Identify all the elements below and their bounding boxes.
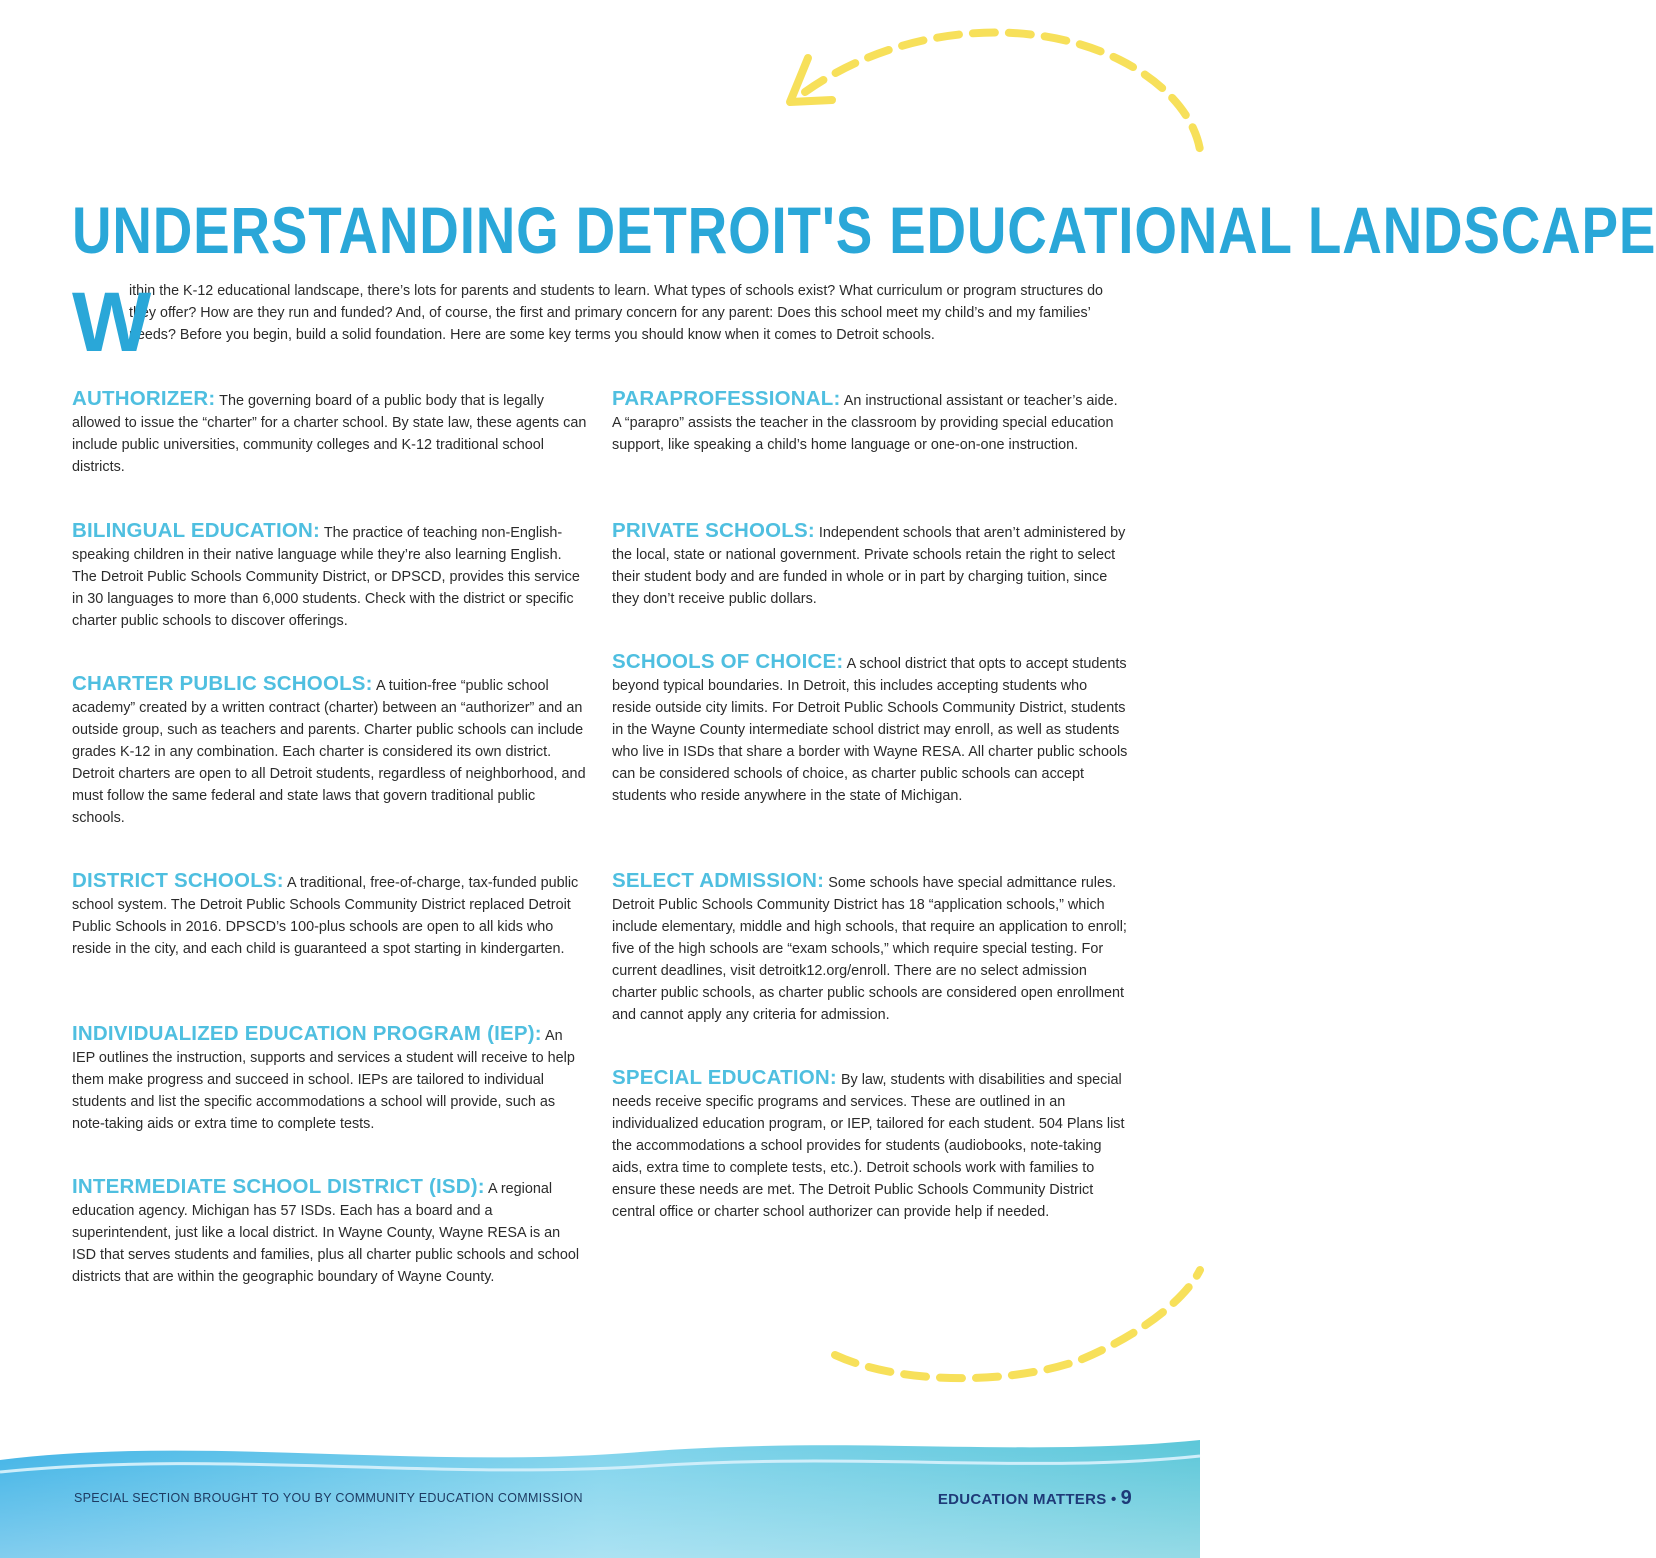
term-select-admission bbox=[612, 870, 1128, 1026]
term-definition: By law, students with disabilities and special needs receive specific programs and services. These are outlined in an individualized education program, or IEP, tailored for each student. 504 Plans list the accommodations a school provides for students (audiobooks, note-taking aids, extra time to complete tests, etc.). Detroit schools work with families to ensure these needs are met. The Detroit Public Schools Community District central office or charter school authorizer can provide help if needed. bbox=[612, 1072, 1125, 1220]
term-name: SCHOOLS OF CHOICE: bbox=[612, 650, 844, 673]
term-private-schools bbox=[612, 520, 1128, 610]
term-definition: A tuition-free “public school academy” created by a written contract (charter) between an “authorizer” and an outside group, such as teachers and parents. Charter public schools can include grades K-12 in any combination. Each charter is considered its own district. Detroit charters are open to all Detroit students, regardless of neighborhood, and must follow the same federal and state laws that govern traditional public schools. bbox=[72, 678, 586, 826]
term-definition: Some schools have special admittance rules. Detroit Public Schools Community District has 18 “application schools,” which include elementary, middle and high schools, that require an application to enroll; five of the high schools are “exam schools,” which require special testing. For current deadlines, visit detroitk12.org/enroll. There are no select admission charter public schools, as charter public schools are considered open enrollment and cannot apply any criteria for admission. bbox=[612, 875, 1127, 1023]
term-bilingual-education bbox=[72, 520, 588, 632]
term-name: INTERMEDIATE SCHOOL DISTRICT (ISD): bbox=[72, 1175, 485, 1198]
term-definition: An IEP outlines the instruction, supports and services a student will receive to help them make progress and succeed in school. IEPs are tailored to individual students and list the specific accommodations a school will provide, such as note-taking aids or extra time to complete tests. bbox=[72, 1028, 575, 1132]
term-definition: A school district that opts to accept students beyond typical boundaries. In Detroit, this includes accepting students who reside outside city limits. For Detroit Public Schools Community District, students in the Wayne County intermediate school district may enroll, as well as students who live in ISDs that share a border with Wayne RESA. All charter public schools can be considered schools of choice, as charter public schools can accept students who reside anywhere in the state of Michigan. bbox=[612, 656, 1128, 804]
term-definition: The governing board of a public body that is legally allowed to issue the “charter” for a charter school. By state law, these agents can include public universities, community colleges and K-12 traditional school districts. bbox=[72, 393, 587, 475]
term-name: AUTHORIZER: bbox=[72, 387, 216, 410]
term-name: PRIVATE SCHOOLS: bbox=[612, 519, 815, 542]
term-definition: Independent schools that aren’t administered by the local, state or national government. Private schools retain the right to select their student body and are funded in whole or in part by charging tuition, since they don’t receive public dollars. bbox=[612, 525, 1126, 607]
intro-text: ithin the K-12 educational landscape, there’s lots for parents and students to learn. What types of schools exist? What curriculum or program structures do they offer? How are they run and funded? And, of course, the first and primary concern for any parent: Does this school meet my child’s and my families’ needs? Before you begin, build a solid foundation. Here are some key terms you should know when it comes to Detroit schools. bbox=[129, 283, 1104, 343]
term-name: SELECT ADMISSION: bbox=[612, 869, 825, 892]
drop-cap: W bbox=[72, 275, 152, 369]
term-schools-of-choice bbox=[612, 651, 1128, 807]
term-paraprofessional bbox=[612, 388, 1128, 456]
term-definition: The practice of teaching non-English-speaking children in their native language while they’re also learning English. The Detroit Public Schools Community District, or DPSCD, provides this service in 30 languages to more than 6,000 students. Check with the district or specific charter public schools to discover offerings. bbox=[72, 525, 580, 629]
term-authorizer bbox=[72, 388, 588, 478]
footer-sponsor-text: SPECIAL SECTION BROUGHT TO YOU BY COMMUNITY EDUCATION COMMISSION bbox=[74, 1491, 583, 1505]
term-name: DISTRICT SCHOOLS: bbox=[72, 869, 284, 892]
term-isd bbox=[72, 1176, 588, 1288]
footer-publication bbox=[938, 1487, 1132, 1510]
term-definition: A regional education agency. Michigan has 57 ISDs. Each has a board and a superintendent, just like a local district. In Wayne County, Wayne RESA is an ISD that serves students and families, plus all charter public schools and school districts that are within the geographic boundary of Wayne County. bbox=[72, 1181, 580, 1285]
page-number: 9 bbox=[1120, 1487, 1132, 1509]
term-iep bbox=[72, 1023, 588, 1135]
term-name: CHARTER PUBLIC SCHOOLS: bbox=[72, 672, 373, 695]
term-district-schools bbox=[72, 870, 588, 960]
intro-paragraph bbox=[72, 275, 1128, 369]
term-definition: A traditional, free-of-charge, tax-funded public school system. The Detroit Public Schools Community District replaced Detroit Public Schools in 2016. DPSCD’s 100-plus schools are open to all kids who reside in the city, and each child is guaranteed a spot starting in kindergarten. bbox=[72, 875, 579, 957]
term-special-education bbox=[612, 1067, 1128, 1223]
term-definition: An instructional assistant or teacher’s aide. A “parapro” assists the teacher in the classroom by providing special education support, like speaking a child’s home language or one-on-one instruction. bbox=[612, 393, 1118, 453]
term-charter-public-schools bbox=[72, 673, 588, 829]
term-name: BILINGUAL EDUCATION: bbox=[72, 519, 321, 542]
publication-name: EDUCATION MATTERS • bbox=[937, 1491, 1117, 1508]
term-name: PARAPROFESSIONAL: bbox=[612, 387, 841, 410]
page-title: UNDERSTANDING DETROIT'S EDUCATIONAL LANDSCAPE bbox=[72, 193, 1656, 268]
term-name: INDIVIDUALIZED EDUCATION PROGRAM (IEP): bbox=[72, 1022, 542, 1045]
term-name: SPECIAL EDUCATION: bbox=[612, 1066, 837, 1089]
